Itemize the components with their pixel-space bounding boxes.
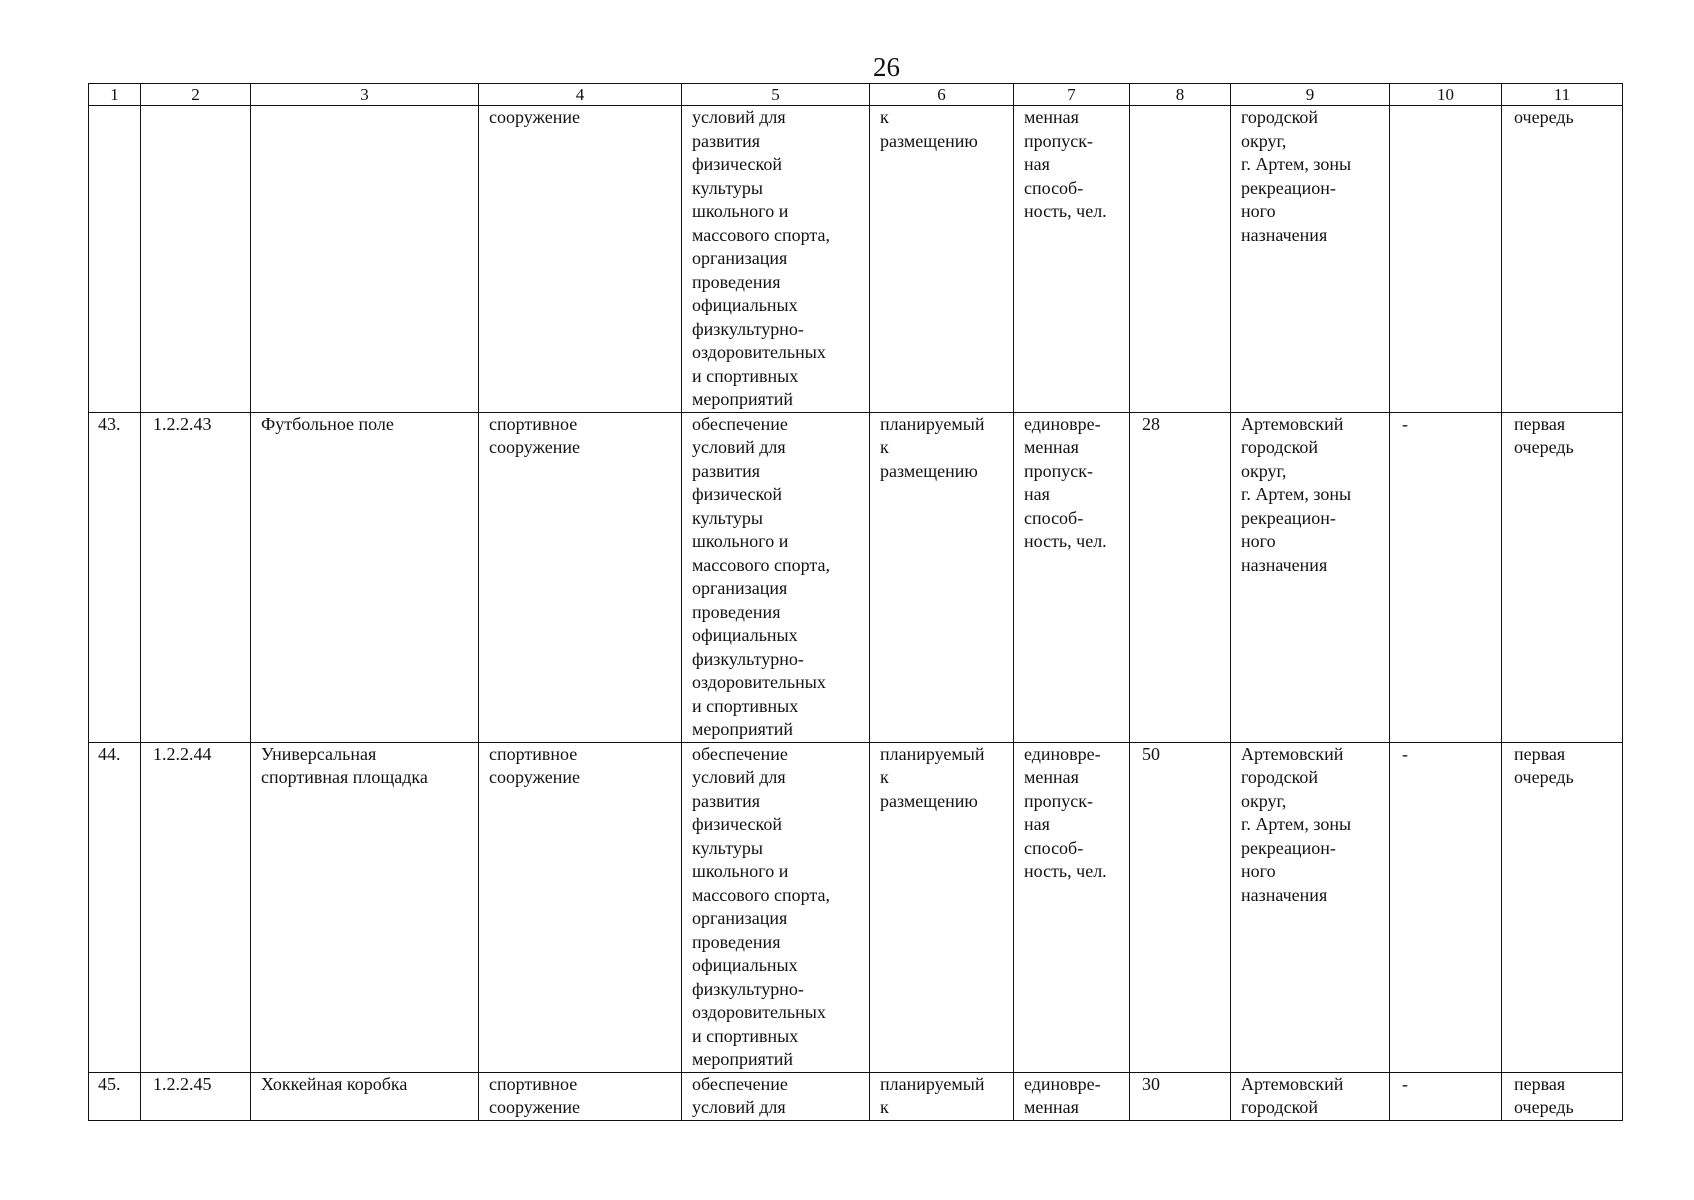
object-zone-cell: - <box>1390 742 1502 1072</box>
object-queue-cell: очередь <box>1502 106 1623 413</box>
row-number-cell: 44. <box>89 742 141 1072</box>
object-characteristic-cell: менная пропуск- ная способ- ность, чел. <box>1014 106 1130 413</box>
row-number-cell: 43. <box>89 412 141 742</box>
column-number: 8 <box>1130 84 1231 106</box>
page-number: 26 <box>873 52 900 82</box>
object-capacity-cell <box>1130 106 1231 413</box>
object-queue-cell: первая очередь <box>1502 1072 1623 1120</box>
object-name-cell: Хоккейная коробка <box>251 1072 479 1120</box>
column-number: 6 <box>870 84 1014 106</box>
column-number: 3 <box>251 84 479 106</box>
object-status-cell: планируемый к размещению <box>870 742 1014 1072</box>
column-number: 7 <box>1014 84 1130 106</box>
object-type-cell: сооружение <box>479 106 682 413</box>
object-code-cell: 1.2.2.44 <box>141 742 251 1072</box>
object-purpose-cell: обеспечение условий для <box>682 1072 870 1120</box>
object-status-cell: планируемый к <box>870 1072 1014 1120</box>
object-characteristic-cell: единовре- менная пропуск- ная способ- ность, чел. <box>1014 412 1130 742</box>
object-status-cell: планируемый к размещению <box>870 412 1014 742</box>
column-number: 4 <box>479 84 682 106</box>
object-type-cell: спортивное сооружение <box>479 1072 682 1120</box>
object-characteristic-cell: единовре- менная пропуск- ная способ- ность, чел. <box>1014 742 1130 1072</box>
object-type-cell: спортивное сооружение <box>479 412 682 742</box>
object-purpose-cell: обеспечение условий для развития физической культуры школьного и массового спорта, организация проведения официальных физкультурно- оздоровительных и спортивных мероприятий <box>682 412 870 742</box>
column-number: 1 <box>89 84 141 106</box>
row-number-cell <box>89 106 141 413</box>
object-location-cell: Артемовский городской округ, г. Артем, зоны рекреацион- ного назначения <box>1231 412 1390 742</box>
object-code-cell: 1.2.2.43 <box>141 412 251 742</box>
column-number: 5 <box>682 84 870 106</box>
object-purpose-cell: условий для развития физической культуры школьного и массового спорта, организация проведения официальных физкультурно- оздоровительных и спортивных мероприятий <box>682 106 870 413</box>
column-number: 2 <box>141 84 251 106</box>
table-row <box>89 742 1623 1072</box>
planned-objects-table <box>88 83 1623 1121</box>
object-zone-cell <box>1390 106 1502 413</box>
object-status-cell: к размещению <box>870 106 1014 413</box>
object-location-cell: городской округ, г. Артем, зоны рекреацион- ного назначения <box>1231 106 1390 413</box>
object-name-cell: Футбольное поле <box>251 412 479 742</box>
object-characteristic-cell: единовре- менная <box>1014 1072 1130 1120</box>
table-row <box>89 1072 1623 1120</box>
object-location-cell: Артемовский городской <box>1231 1072 1390 1120</box>
object-zone-cell: - <box>1390 412 1502 742</box>
object-queue-cell: первая очередь <box>1502 742 1623 1072</box>
object-capacity-cell: 30 <box>1130 1072 1231 1120</box>
column-number: 11 <box>1502 84 1623 106</box>
object-name-cell: Универсальная спортивная площадка <box>251 742 479 1072</box>
object-type-cell: спортивное сооружение <box>479 742 682 1072</box>
table-row <box>89 106 1623 413</box>
object-code-cell <box>141 106 251 413</box>
object-capacity-cell: 28 <box>1130 412 1231 742</box>
row-number-cell: 45. <box>89 1072 141 1120</box>
object-zone-cell: - <box>1390 1072 1502 1120</box>
object-capacity-cell: 50 <box>1130 742 1231 1072</box>
object-code-cell: 1.2.2.45 <box>141 1072 251 1120</box>
column-number: 10 <box>1390 84 1502 106</box>
column-number-row <box>89 84 1623 106</box>
object-name-cell <box>251 106 479 413</box>
column-number: 9 <box>1231 84 1390 106</box>
object-queue-cell: первая очередь <box>1502 412 1623 742</box>
object-location-cell: Артемовский городской округ, г. Артем, зоны рекреацион- ного назначения <box>1231 742 1390 1072</box>
table-row <box>89 412 1623 742</box>
object-purpose-cell: обеспечение условий для развития физической культуры школьного и массового спорта, организация проведения официальных физкультурно- оздоровительных и спортивных мероприятий <box>682 742 870 1072</box>
